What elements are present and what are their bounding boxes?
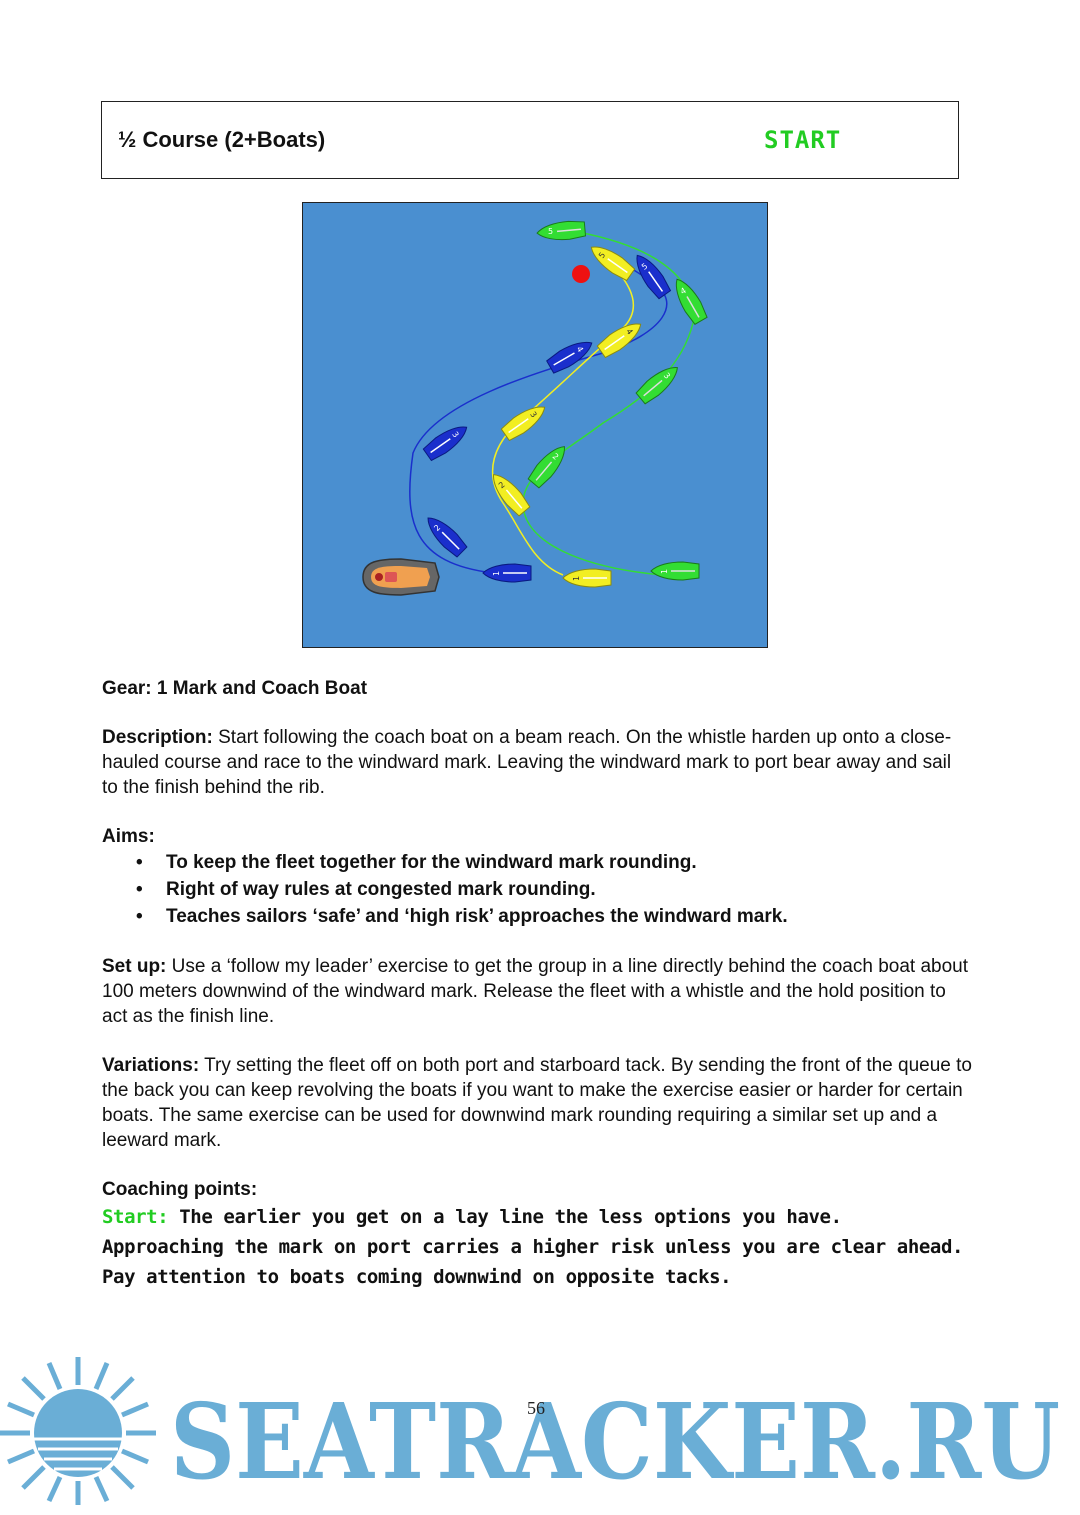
boat-number: 1 [660,568,669,574]
phase-label: START [764,126,842,154]
yellow-track [493,250,634,575]
boat-number: 4 [624,326,635,337]
green-boat-3 [635,361,683,406]
coaching-points-label: Coaching points: [102,1179,258,1200]
boat-number: 3 [450,429,461,440]
gear-line: Gear: 1 Mark and Coach Boat [102,678,368,699]
course-diagram [302,202,768,648]
green-boat-5 [536,220,585,242]
boat-number: 5 [639,261,650,272]
boat-number: 1 [572,575,581,581]
watermark-text: SEATRACKER.RU [170,1380,1060,1503]
description-label: Description: [102,727,213,748]
boat-number: 3 [661,371,672,381]
sun-logo [0,1357,156,1505]
coaching-start-paragraph [102,1202,972,1292]
green-track [523,228,693,575]
boat-number: 2 [497,480,507,491]
boat-number: 4 [574,344,586,354]
yellow-boat-1 [563,569,611,587]
boat-number: 1 [492,570,501,576]
coaching-start-label: Start: [102,1206,169,1228]
coach-boat [363,559,439,595]
aims-label: Aims: [102,826,155,847]
watermark [0,1355,1080,1505]
aims-item: • Teaches sailors ‘safe’ and ‘high risk’ approaches the windward mark. [166,903,972,930]
description-paragraph [102,725,972,800]
aims-list [102,849,972,930]
setup-text: Use a ‘follow my leader’ exercise to get the group in a line directly behind the coach boat about 100 meters downwind of the windward mark. Release the fleet with a whistle and the hold position to act as the finish line. [102,956,969,1027]
boat-number: 2 [550,451,561,462]
coaching-start-text: The earlier you get on a lay line the less options you have. Approaching the mark on port carries a higher risk unless you are clear ahead. Pay attention to boats coming downwind on opposite tacks. [102,1206,964,1288]
green-boat-4 [669,275,709,326]
blue-boat-1 [483,564,531,582]
green-boat-1 [651,562,699,580]
blue-boat-5 [630,250,672,300]
blue-boat-4 [546,335,597,375]
boat-number: 4 [678,285,688,297]
variations-paragraph [102,1053,972,1153]
boat-number: 5 [548,226,554,236]
boat-number: 5 [596,250,608,261]
boat-number: 2 [432,522,443,533]
blue-boat-3 [422,420,472,462]
variations-text: Try setting the fleet off on both port and starboard tack. By sending the front of the queue to the back you can keep revolving the boats if you want to make the exercise easier or harder for certain boats. The same exercise can be used for downwind mark rounding requiring a similar set up and a leeward mark. [102,1055,972,1151]
setup-paragraph [102,954,972,1029]
page-number: 56 [527,1398,545,1418]
aims-item: • To keep the fleet together for the windward mark rounding. [166,849,972,876]
windward-mark [572,265,590,283]
blue-boat-2 [422,512,469,559]
green-boat-2 [527,441,572,489]
aims-item: • Right of way rules at congested mark rounding. [166,876,972,903]
variations-label: Variations: [102,1055,200,1076]
course-diagram-svg [303,203,766,646]
yellow-boat-3 [500,400,550,442]
exercise-header [101,101,959,179]
exercise-body [102,676,972,1292]
description-text: Start following the coach boat on a beam reach. On the whistle harden up onto a close-hauled course and race to the windward mark. Leaving the windward mark to port bear away and sail to the finish behind the rib. [102,727,952,798]
setup-label: Set up: [102,956,167,977]
exercise-title: ½ Course (2+Boats) [118,127,326,152]
boat-number: 3 [528,409,539,420]
